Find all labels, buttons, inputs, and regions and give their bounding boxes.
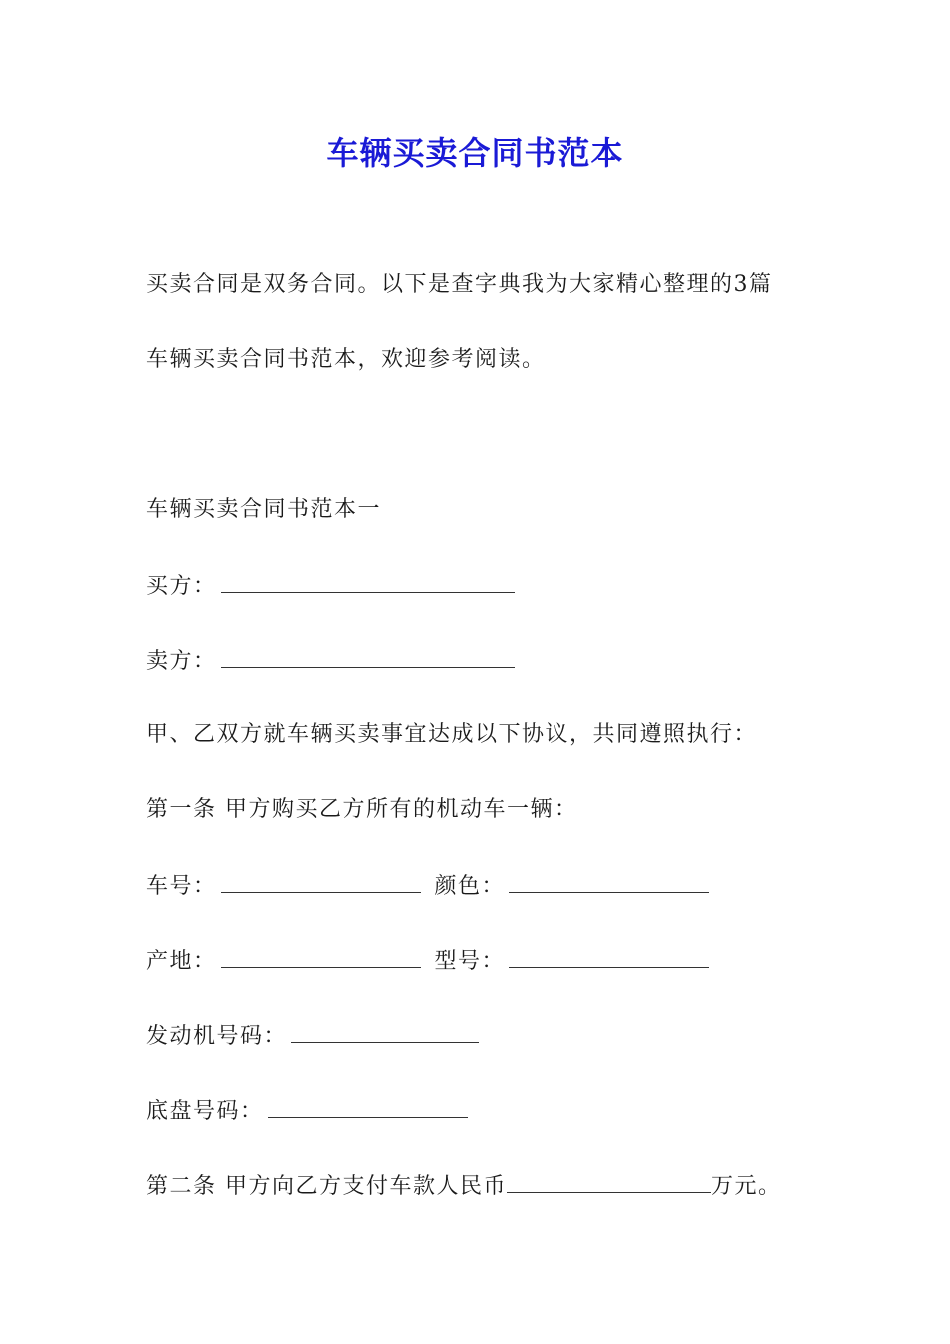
chassis-blank-field bbox=[268, 1095, 468, 1118]
seller-blank-field bbox=[221, 645, 515, 668]
buyer-row bbox=[146, 570, 515, 602]
intro-paragraph-line-1: 买卖合同是双务合同。以下是查字典我为大家精心整理的3篇 bbox=[146, 272, 773, 297]
engine-blank-field bbox=[291, 1020, 479, 1043]
seller-row bbox=[146, 645, 515, 677]
origin-model-row bbox=[146, 945, 709, 977]
seller-label: 卖方： bbox=[146, 649, 217, 674]
engine-label: 发动机号码： bbox=[146, 1024, 288, 1049]
chassis-row bbox=[146, 1095, 468, 1127]
origin-label: 产地： bbox=[146, 949, 217, 974]
buyer-label: 买方： bbox=[146, 574, 217, 599]
document-title: 车辆买卖合同书范本 bbox=[326, 134, 624, 172]
intro-paragraph-line-2: 车辆买卖合同书范本，欢迎参考阅读。 bbox=[146, 347, 546, 372]
buyer-blank-field bbox=[221, 570, 515, 593]
model-blank-field bbox=[509, 945, 709, 968]
model-label: 型号： bbox=[434, 949, 506, 974]
color-blank-field bbox=[509, 870, 709, 893]
chassis-label: 底盘号码： bbox=[146, 1099, 264, 1124]
origin-blank-field bbox=[221, 945, 421, 968]
engine-row bbox=[146, 1020, 479, 1052]
plate-color-row bbox=[146, 870, 709, 902]
price-blank-field bbox=[507, 1170, 711, 1193]
plate-blank-field bbox=[221, 870, 421, 893]
article-1: 第一条 甲方购买乙方所有的机动车一辆： bbox=[146, 797, 578, 822]
article-2-suffix: 万元。 bbox=[711, 1174, 782, 1199]
plate-label: 车号： bbox=[146, 874, 217, 899]
article-2-row bbox=[146, 1170, 782, 1202]
section-heading: 车辆买卖合同书范本一 bbox=[146, 497, 382, 522]
agreement-line: 甲、乙双方就车辆买卖事宜达成以下协议，共同遵照执行： bbox=[146, 722, 758, 747]
color-label: 颜色： bbox=[434, 874, 506, 899]
article-2-prefix: 第二条 甲方向乙方支付车款人民币 bbox=[146, 1174, 507, 1199]
